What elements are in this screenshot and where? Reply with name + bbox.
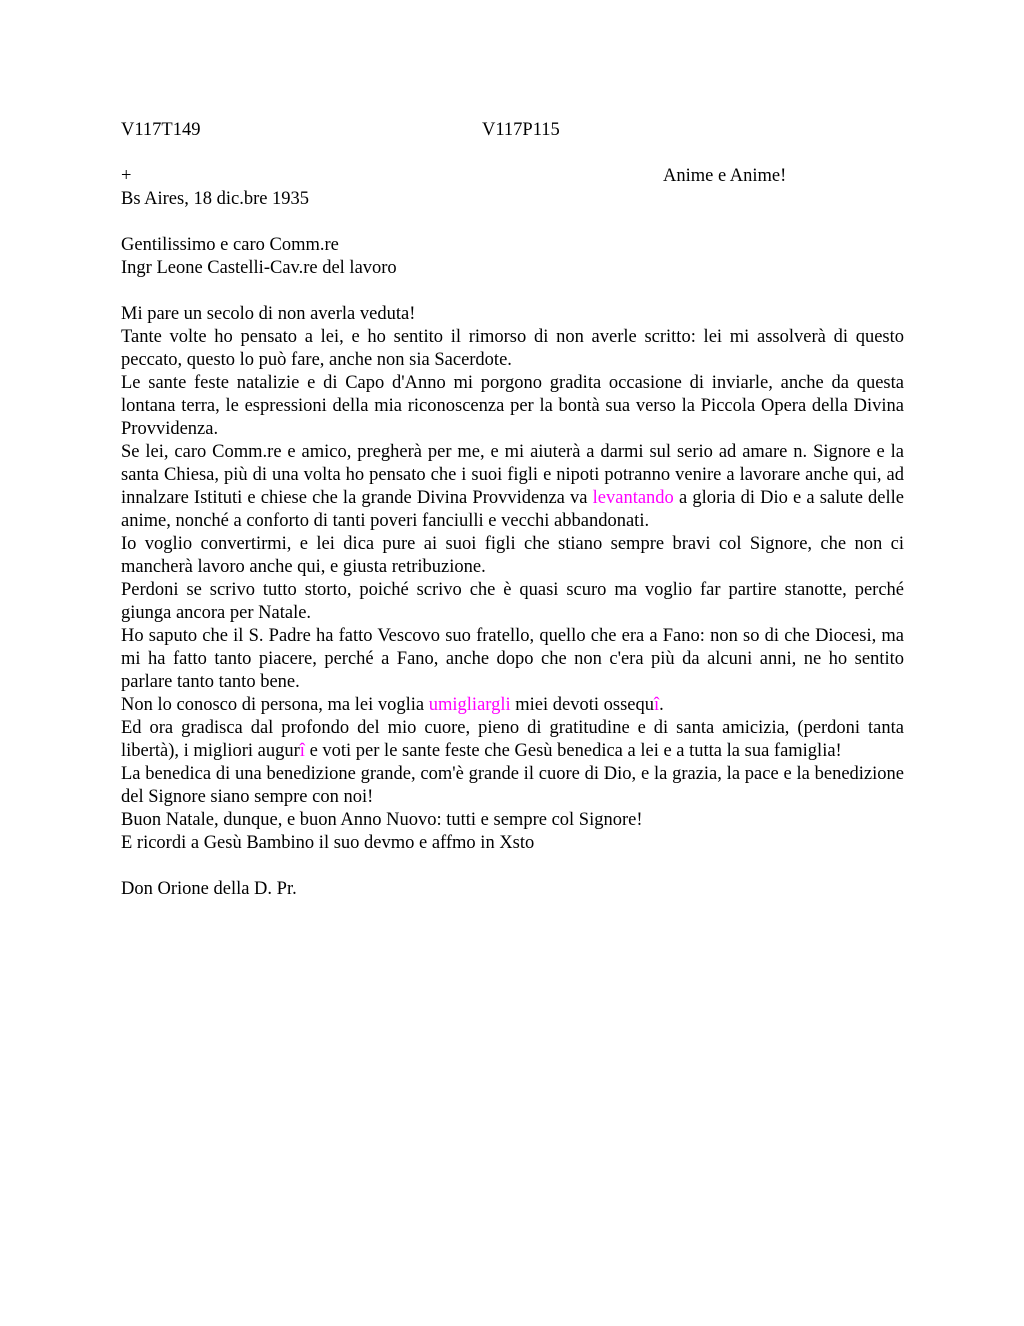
reference-code-right: V117P115 <box>482 120 560 140</box>
paragraph-8-text-b: miei devoti ossequ <box>510 695 655 715</box>
paragraph-6: Perdoni se scrivo tutto storto, poiché scrivo che è quasi scuro ma voglio far partire stanotte, perché giunga ancora per Natale. <box>121 580 904 623</box>
signature: Don Orione della D. Pr. <box>121 879 297 899</box>
paragraph-1: Mi pare un secolo di non averla veduta! <box>121 304 416 324</box>
paragraph-8 <box>121 694 904 717</box>
cross-mark: + <box>121 166 132 186</box>
highlighted-word: levantando <box>592 488 674 508</box>
motto: Anime e Anime! <box>663 166 787 186</box>
paragraph-3: Le sante feste natalizie e di Capo d'Anno mi porgono gradita occasione di inviarle, anche da questa lontana terra, le espressioni della mia riconoscenza per la bontà sua verso la Piccola Opera della Divina Provvidenza. <box>121 373 904 439</box>
paragraph-4-text-b: a gloria di Dio e a salute delle anime, nonché a conforto di tanti poveri fanciulli e vecchi abbandonati. <box>121 488 905 531</box>
paragraph-9 <box>121 717 904 763</box>
place-date: Bs Aires, 18 dic.bre 1935 <box>121 189 310 209</box>
highlighted-word: umigliargli <box>428 695 511 715</box>
reference-row <box>121 119 904 142</box>
paragraph-9-text-a: Ed ora gradisca dal profondo del mio cuore, pieno di gratitudine e di santa amicizia, (perdoni tanta libertà), i migliori augur <box>121 718 904 761</box>
salutation-line-1: Gentilissimo e caro Comm.re <box>121 235 339 255</box>
highlighted-char: î <box>299 741 305 761</box>
highlighted-char: î <box>654 695 660 715</box>
paragraph-5: Io voglio convertirmi, e lei dica pure ai suoi figli che stiano sempre bravi col Signore, che non ci mancherà lavoro anche qui, e giusta retribuzione. <box>121 534 904 577</box>
paragraph-4 <box>121 441 904 533</box>
paragraph-8-text-a: Non lo conosco di persona, ma lei voglia <box>121 695 429 715</box>
reference-code-left: V117T149 <box>121 120 201 140</box>
letter-page <box>121 119 904 901</box>
paragraph-9-text-b: e voti per le sante feste che Gesù benedica a lei e a tutta la sua famiglia! <box>304 741 842 761</box>
heading-row <box>121 165 904 188</box>
paragraph-10: La benedica di una benedizione grande, com'è grande il cuore di Dio, e la grazia, la pace e la benedizione del Signore siano sempre con noi! <box>121 764 904 807</box>
salutation-line-2: Ingr Leone Castelli-Cav.re del lavoro <box>121 258 397 278</box>
paragraph-11: Buon Natale, dunque, e buon Anno Nuovo: tutti e sempre col Signore! <box>121 810 643 830</box>
paragraph-12: E ricordi a Gesù Bambino il suo devmo e affmo in Xsto <box>121 833 535 853</box>
paragraph-2: Tante volte ho pensato a lei, e ho sentito il rimorso di non averle scritto: lei mi assolverà di questo peccato, questo lo può fare, anche non sia Sacerdote. <box>121 327 904 370</box>
paragraph-8-text-c: . <box>659 695 664 715</box>
paragraph-7: Ho saputo che il S. Padre ha fatto Vescovo suo fratello, quello che era a Fano: non so di che Diocesi, ma mi ha fatto tanto piacere, perché a Fano, anche dopo che non c'era più da alcuni anni, ne ho sentito parlare tanto tanto bene. <box>121 626 904 692</box>
paragraph-4-text-a: Se lei, caro Comm.re e amico, pregherà per me, e mi aiuterà a darmi sul serio ad amare n. Signore e la santa Chiesa, più di una volta ho pensato che i suoi figli e nipoti potranno venire a lavorare anche qui, ad innalzare Istituti e chiese che la grande Divina Provvidenza va <box>121 442 904 508</box>
